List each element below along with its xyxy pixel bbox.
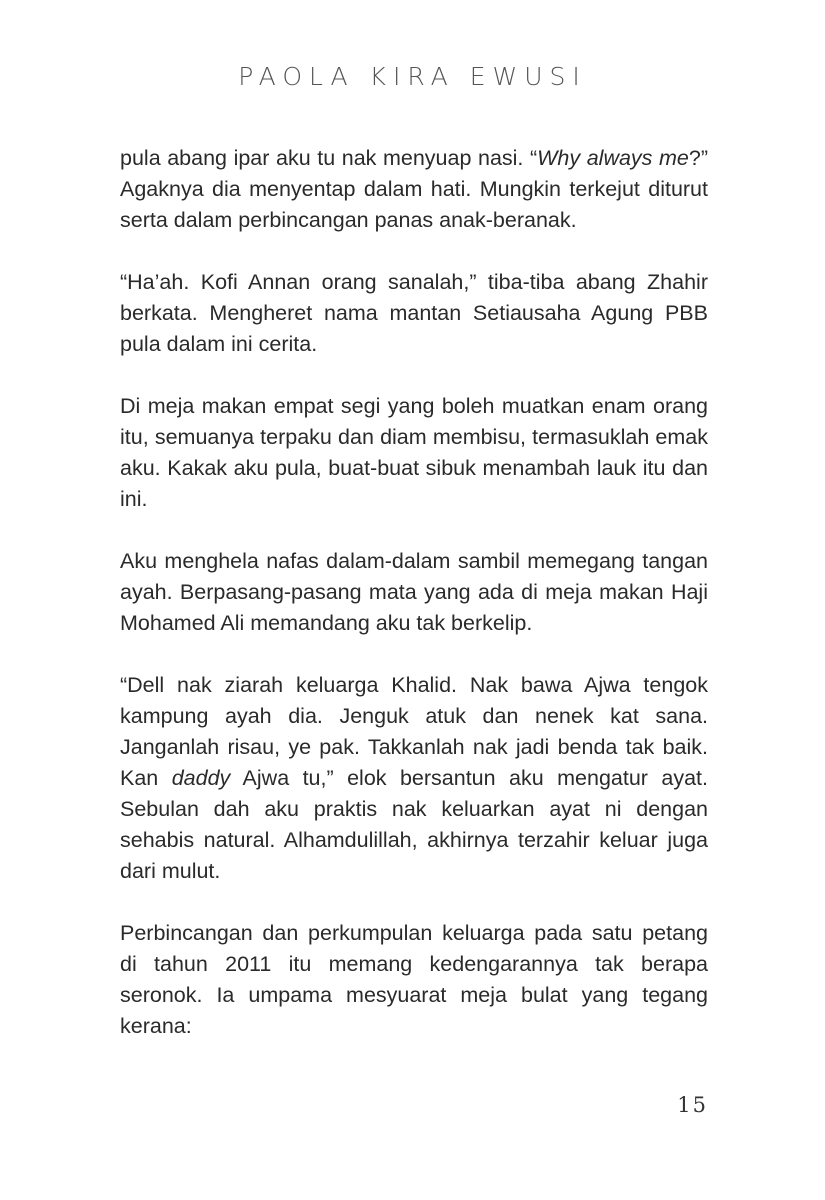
- paragraph-6: [120, 918, 708, 1042]
- paragraph-4: [120, 546, 708, 639]
- text-run: “Dell nak ziarah keluarga Khalid. Nak bawa Ajwa tengok kampung ayah dia. Jenguk atuk dan nenek kat sana. Janganlah risau, ye pak. Takkanlah nak jadi benda tak baik. Kan: [120, 673, 708, 790]
- text-run: Aku menghela nafas dalam-dalam sambil memegang tangan ayah. Berpasang-pasang mata yang ada di meja makan Haji Mohamed Ali memandang aku tak berkelip.: [120, 549, 708, 635]
- italic-run: Why always me: [537, 146, 689, 170]
- running-header-title: PAOLA KIRA EWUSI: [238, 62, 587, 91]
- text-run: “Ha’ah. Kofi Annan orang sanalah,” tiba-tiba abang Zhahir berkata. Mengheret nama mantan Setiausaha Agung PBB pula dalam ini cerita.: [120, 270, 708, 356]
- text-run: Ajwa tu,” elok bersantun aku mengatur ayat. Sebulan dah aku praktis nak keluarkan ayat ni dengan sehabis natural. Alhamdulillah, akhirnya terzahir keluar juga dari mulut.: [120, 766, 709, 883]
- body-text: [120, 143, 708, 1073]
- paragraph-1: [120, 143, 708, 236]
- text-run: Perbincangan dan perkumpulan keluarga pada satu petang di tahun 2011 itu memang kedengarannya tak berapa seronok. Ia umpama mesyuarat meja bulat yang tegang kerana:: [120, 921, 708, 1038]
- paragraph-3: [120, 391, 708, 515]
- italic-run: daddy: [171, 766, 231, 790]
- paragraph-2: [120, 267, 708, 360]
- text-run: ?” Agaknya dia menyentap dalam hati. Mungkin terkejut diturut serta dalam perbincangan panas anak-beranak.: [120, 146, 708, 232]
- paragraph-5: [120, 670, 708, 887]
- text-run: Di meja makan empat segi yang boleh muatkan enam orang itu, semuanya terpaku dan diam membisu, termasuklah emak aku. Kakak aku pula, buat-buat sibuk menambah lauk itu dan ini.: [120, 394, 708, 511]
- text-run: pula abang ipar aku tu nak menyuap nasi. “: [120, 146, 538, 170]
- page-number: 15: [677, 1093, 708, 1117]
